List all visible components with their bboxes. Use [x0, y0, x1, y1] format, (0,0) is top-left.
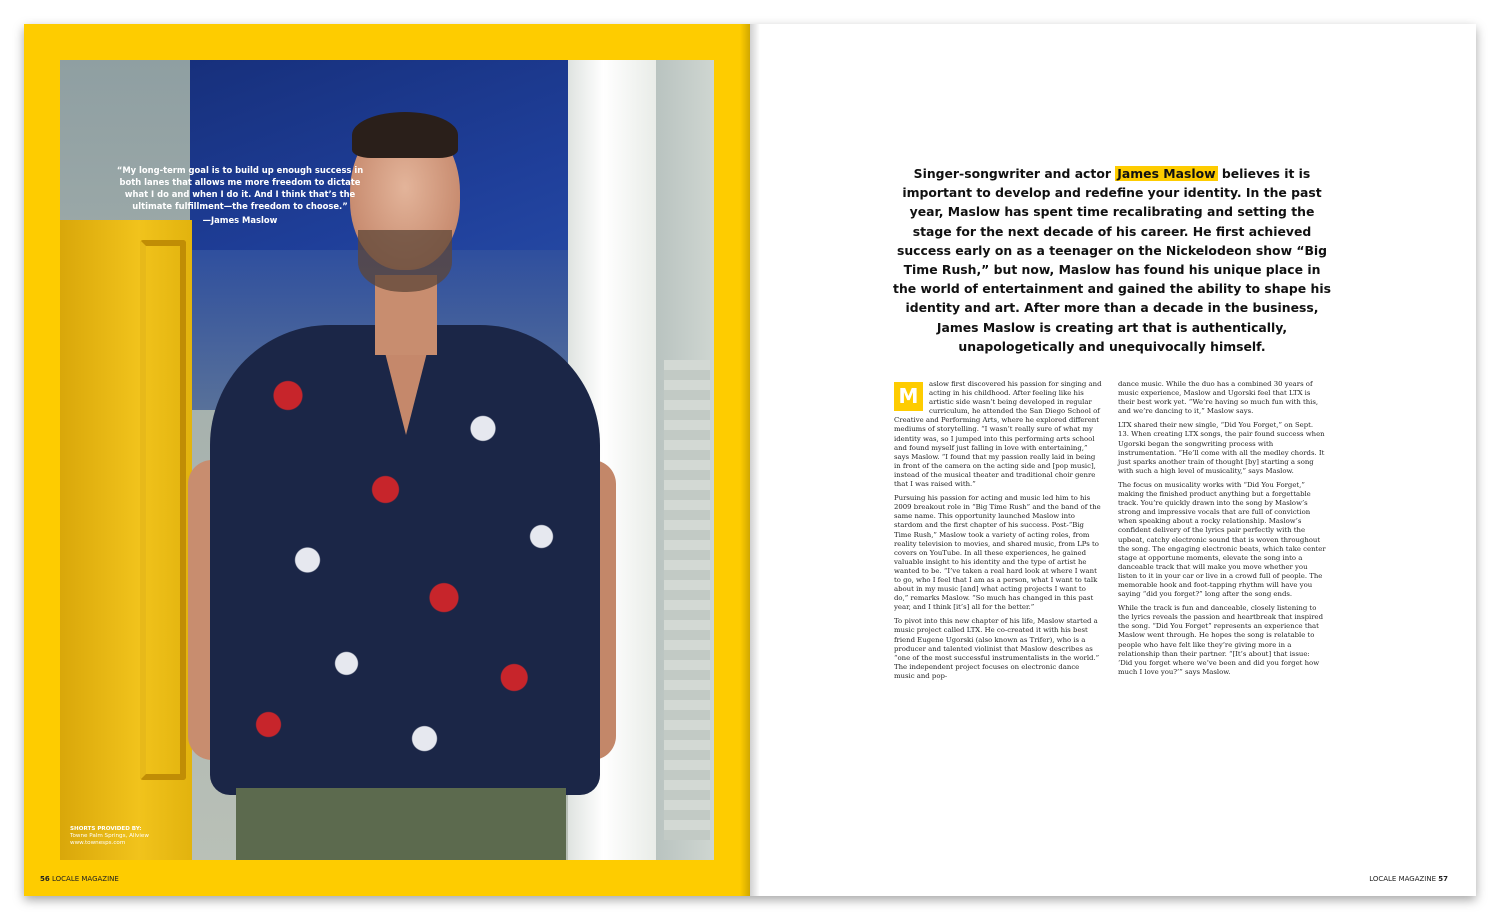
paragraph: dance music. While the duo has a combined 30 years of music experience, Maslow and Ugorski feel that LTX is their best work yet. “We’re having so much fun with this, and we’re dancing to it,” Maslow says.	[1118, 380, 1319, 416]
page-number-right: 57	[1438, 875, 1448, 883]
spine-gutter	[740, 24, 760, 896]
paragraph: The focus on musicality works with “Did You Forget,” making the finished product anything but a forgettable track. You’re quickly drawn into the song by Maslow’s strong and impressive vocals that are full of conviction when speaking about a rocky relationship. Maslow’s confident delivery of the lyrics pair perfectly with the upbeat, catchy electronic sound that is woven throughout the song. The engaging electronic beats, which take center stage at opportune moments, elevate the song into a danceable track that will make you move whether you listen to it in your car or live in a crowd full of people. The memorable hook and foot-tapping rhythm will have you saying “did you forget?” long after the song ends.	[1118, 480, 1326, 599]
door-handle	[140, 240, 186, 780]
pull-quote-text: “My long-term goal is to build up enough success in both lanes that allows me more freedom to dictate what I do and when I do it. And I think that’s the ultimate fulfillment—the freedom to choose.”	[116, 165, 364, 211]
pull-quote-attribution: —James Maslow	[202, 215, 278, 225]
intro-text-rest: believes it is important to develop and redefine your identity. In the past year, Maslow has spent time recalibrating and setting the stage for the next decade of his career. He first achieved success early on as a teenager on the Nickelodeon show “Big Time Rush,” but now, Maslow has found his unique place in the world of entertainment and gained the ability to shape his identity and art. After more than a decade in the business, James Maslow is creating art that is authentically, unapologetically and unequivocally himself.	[893, 166, 1331, 354]
credit-line-1: Towne Palm Springs, Allview	[70, 833, 149, 839]
paragraph: Pursuing his passion for acting and music led him to his 2009 breakout role in “Big Time Rush” and the band of the same name. This opportunity launched Maslow into stardom and the first chapter of his success. Post-“Big Time Rush,” Maslow took a variety of acting roles, from reality television to movies, and shared music, from LPs to covers on YouTube. In all these experiences, he gained valuable insight to his identity and the type of artist he wanted to be. “I’ve taken a real hard look at where I want to go, who I feel that I am as a person, what I want to talk about in my music [and] what acting projects I want to do,” remarks Maslow. “So much has changed in this past year, and I think [it’s] all for the better.”	[894, 494, 1101, 612]
page-number-left: 56	[40, 875, 50, 883]
portrait-photo	[60, 60, 714, 860]
folio-label-right: LOCALE MAGAZINE	[1369, 875, 1437, 883]
intro-text-start: Singer-songwriter and actor	[913, 166, 1111, 181]
magazine-spread	[24, 24, 1476, 896]
drop-cap: M	[894, 382, 923, 411]
body-column-1	[894, 380, 1102, 686]
folio-right	[1369, 875, 1448, 883]
folio-label-left: LOCALE MAGAZINE	[51, 875, 119, 883]
highlighted-name: James Maslow	[1117, 166, 1216, 181]
paragraph: To pivot into this new chapter of his life, Maslow started a music project called LTX. He co-created it with his best friend Eugene Ugorski (also known as Trifer), who is a producer and talented violinist that Maslow describes as “one of the most successful instrumentalists in the world.” The independent project focuses on electronic dance music and pop-	[894, 617, 1100, 680]
left-page	[24, 24, 750, 896]
paragraph: While the track is fun and danceable, closely listening to the lyrics reveals the passion and heartbreak that inspired the song. “Did You Forget” represents an experience that Maslow went through. He hopes the song is relatable to people who have felt like they’re giving more in a relationship than their partner. “[It’s about] that issue: ‘Did you forget where we’ve been and did you forget how much I love you?’” says Maslow.	[1118, 604, 1324, 676]
right-page	[750, 24, 1476, 896]
paragraph: LTX shared their new single, “Did You Forget,” on Sept. 13. When creating LTX songs, the pair found success when Ugorski began the songwriting process with instrumentation. “He’ll come with all the medley chords. It just sparks another train of thought [by] starting a song with such a high level of musicality,” says Maslow.	[1118, 421, 1325, 475]
credit-heading: SHORTS PROVIDED BY:	[70, 826, 142, 832]
paragraph: M aslow first discovered his passion for singing and acting in his childhood. After feeling like his artistic side wasn’t being developed in regular curriculum, he attended the San Diego School of Creative and Performing Arts, where he explored different mediums of storytelling. “I wasn’t really sure of what my identity was, so I jumped into this performing arts school and found myself just falling in love with entertaining,” says Maslow. “I found that my passion really laid in being in front of the camera on the acting side and [pop music], instead of the musical theater and traditional choir genre that I was raised with.”	[894, 380, 1102, 489]
pull-quote	[115, 164, 365, 226]
folio-left	[40, 875, 119, 883]
body-column-2	[1118, 380, 1326, 682]
photo-credit	[70, 826, 149, 847]
intro-deck	[890, 164, 1334, 356]
credit-line-2: www.townesps.com	[70, 840, 126, 846]
shorts	[236, 788, 566, 860]
